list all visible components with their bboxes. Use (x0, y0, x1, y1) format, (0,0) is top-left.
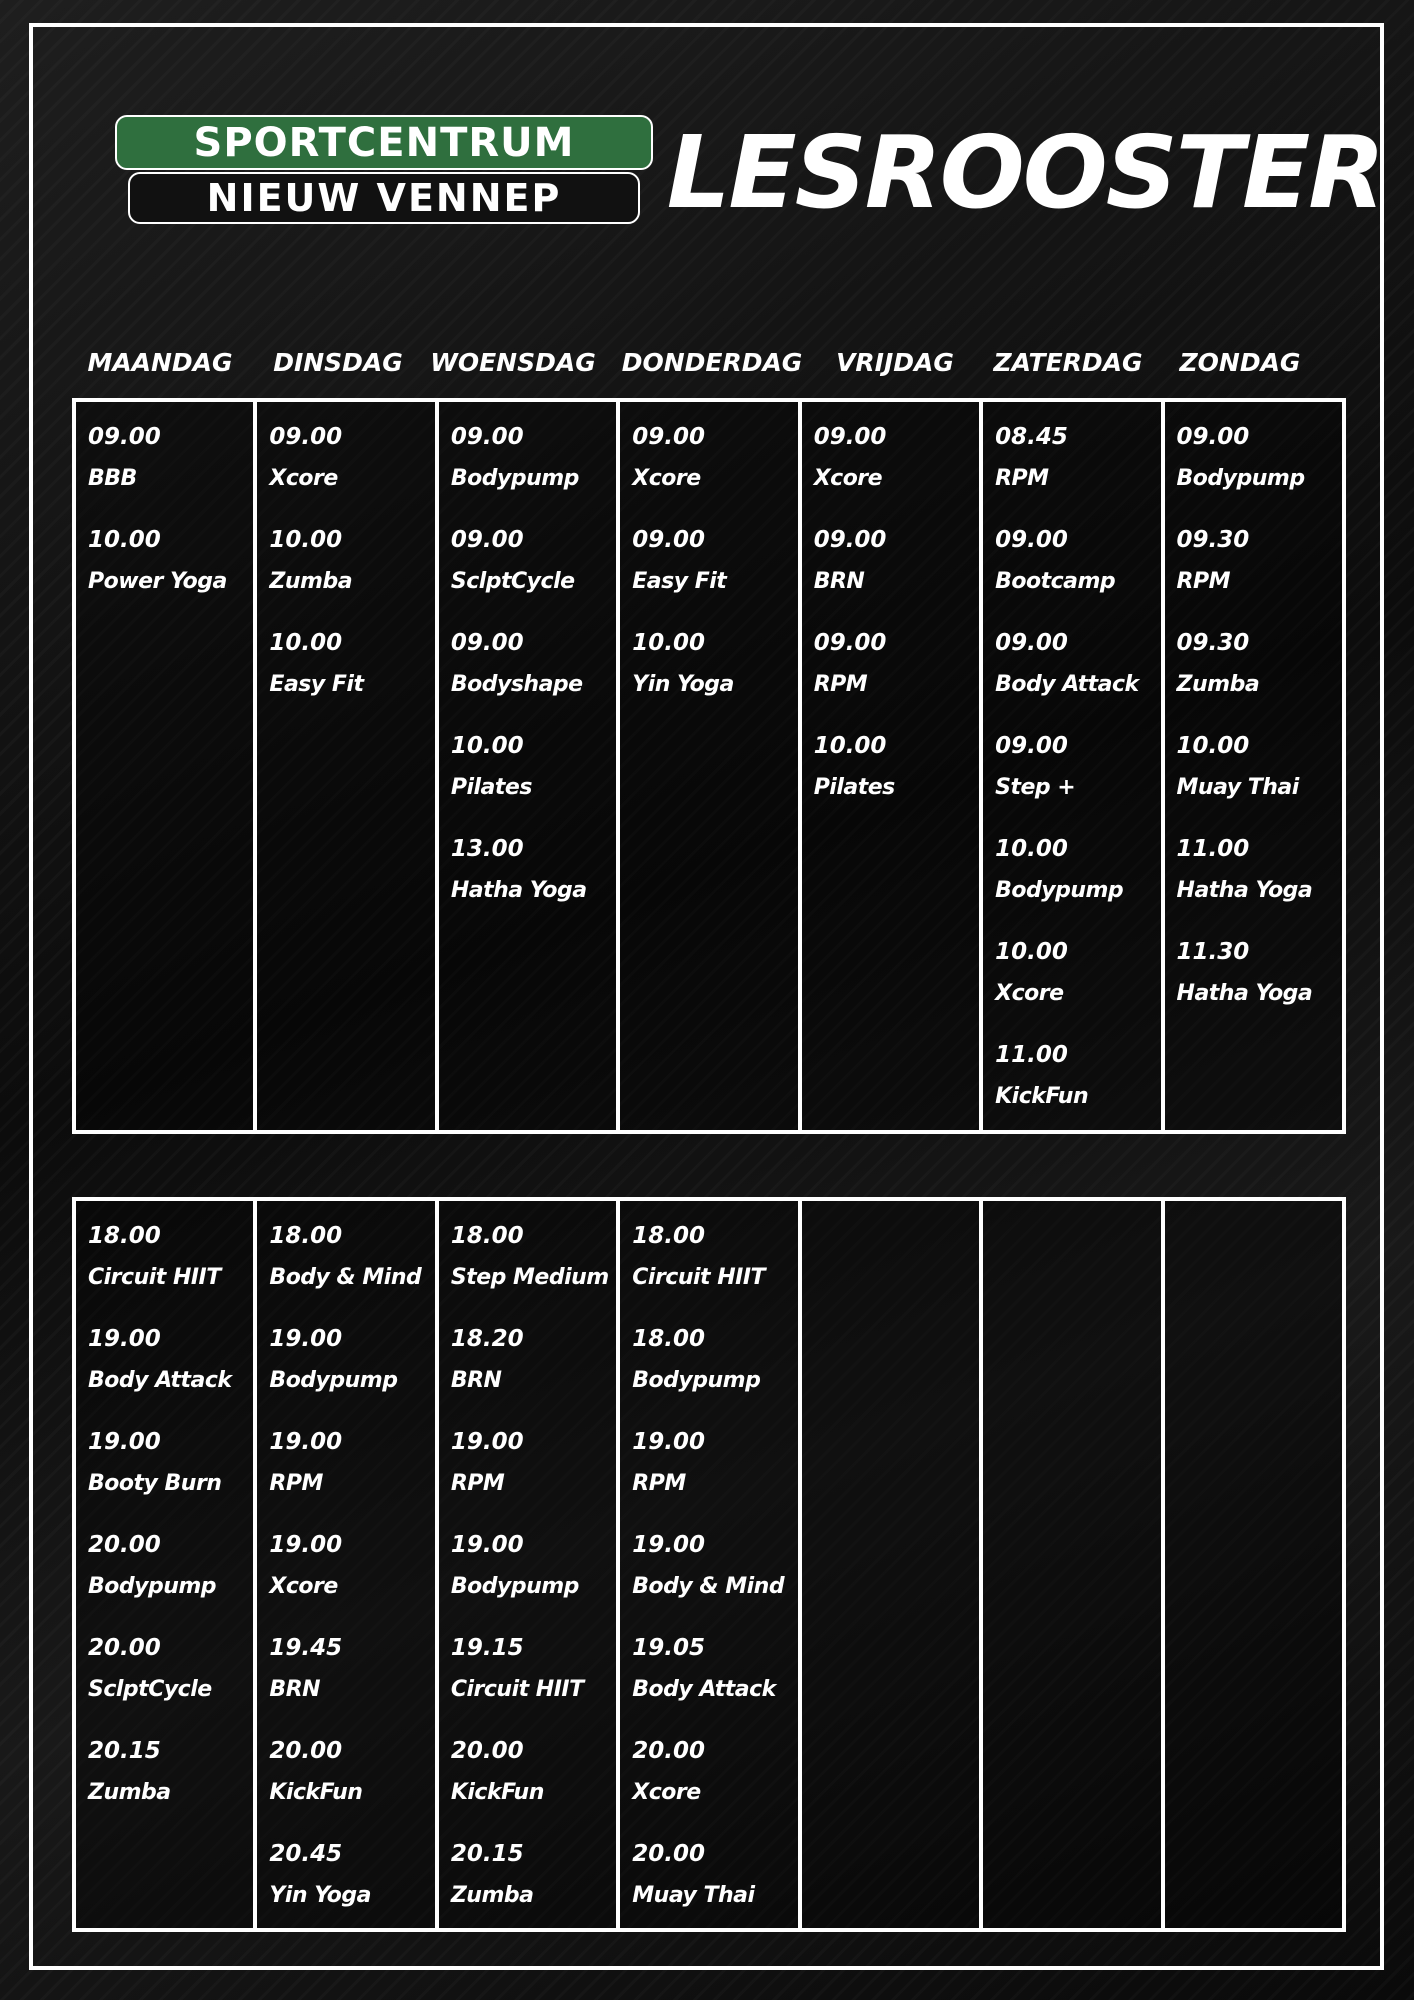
class-time: 19.00 (632, 1429, 706, 1455)
day-header-friday: VRIJDAG (836, 347, 954, 377)
class-time: 18.00 (632, 1326, 706, 1352)
evening-column-wednesday (439, 1201, 620, 1928)
class-time: 20.45 (269, 1841, 343, 1867)
class-name: Bodypump (88, 1574, 217, 1599)
class-time: 09.00 (813, 527, 887, 553)
class-name: Muay Thai (1176, 775, 1299, 800)
class-entry (632, 1833, 797, 1936)
class-name: Pilates (813, 775, 895, 800)
class-entry (269, 1833, 434, 1936)
class-time: 11.30 (1176, 939, 1250, 965)
class-time: 10.00 (269, 630, 343, 656)
class-name: Step Medium (450, 1265, 609, 1290)
class-time: 19.00 (450, 1532, 524, 1558)
class-name: RPM (450, 1471, 505, 1496)
class-time: 09.00 (995, 733, 1068, 759)
class-time: 19.15 (450, 1635, 524, 1661)
class-time: 13.00 (450, 836, 524, 862)
class-time: 09.00 (813, 424, 887, 450)
class-entry (632, 1215, 797, 1318)
class-time: 18.00 (632, 1223, 706, 1249)
class-name: Zumba (269, 569, 353, 594)
class-entry (632, 1627, 797, 1730)
class-entry (88, 519, 253, 622)
class-entry (451, 725, 616, 828)
class-name: Body & Mind (269, 1265, 422, 1290)
class-name: Body Attack (632, 1677, 776, 1702)
class-time: 09.00 (813, 630, 887, 656)
class-name: BRN (813, 569, 865, 594)
class-name: KickFun (450, 1780, 544, 1805)
class-name: Circuit HIIT (88, 1265, 221, 1290)
morning-column-monday (76, 402, 257, 1130)
class-name: RPM (995, 466, 1049, 491)
class-name: Bodypump (995, 878, 1124, 903)
class-entry (451, 828, 616, 931)
class-time: 19.00 (269, 1326, 343, 1352)
class-entry (88, 1730, 253, 1833)
class-time: 19.00 (88, 1429, 161, 1455)
class-name: Xcore (632, 1780, 701, 1805)
class-entry (995, 519, 1160, 622)
class-entry (451, 1215, 616, 1318)
morning-column-friday (802, 402, 983, 1130)
morning-column-tuesday (257, 402, 438, 1130)
day-header-thursday: DONDERDAG (621, 347, 803, 377)
class-time: 20.00 (450, 1738, 524, 1764)
class-name: Body Attack (995, 672, 1139, 697)
class-time: 09.00 (269, 424, 343, 450)
evening-schedule-grid (72, 1197, 1346, 1932)
class-entry (1177, 828, 1342, 931)
class-time: 20.15 (88, 1738, 161, 1764)
day-header-wednesday: WOENSDAG (430, 347, 596, 377)
class-time: 18.00 (269, 1223, 343, 1249)
class-name: KickFun (269, 1780, 363, 1805)
class-entry (269, 416, 434, 519)
class-name: Bodypump (632, 1368, 761, 1393)
class-time: 09.30 (1176, 527, 1250, 553)
class-entry (451, 519, 616, 622)
class-entry (88, 416, 253, 519)
evening-column-sunday (1165, 1201, 1342, 1928)
class-time: 08.45 (995, 424, 1068, 450)
day-header-saturday: ZATERDAG (993, 347, 1143, 377)
class-name: Xcore (995, 981, 1064, 1006)
class-name: Yin Yoga (269, 1883, 372, 1908)
class-time: 09.00 (88, 424, 161, 450)
class-time: 09.00 (450, 527, 524, 553)
class-name: KickFun (995, 1084, 1089, 1109)
class-name: Body Attack (88, 1368, 232, 1393)
class-time: 10.00 (88, 527, 161, 553)
class-entry (269, 622, 434, 725)
class-time: 19.45 (269, 1635, 343, 1661)
class-time: 10.00 (450, 733, 524, 759)
class-time: 09.00 (995, 527, 1068, 553)
class-name: Bootcamp (995, 569, 1116, 594)
class-name: Bodypump (450, 466, 579, 491)
class-time: 10.00 (1176, 733, 1250, 759)
logo-line-2: NIEUW VENNEP (128, 172, 640, 224)
class-time: 09.30 (1176, 630, 1250, 656)
class-entry (995, 416, 1160, 519)
class-entry (632, 1318, 797, 1421)
class-entry (632, 1421, 797, 1524)
evening-column-tuesday (257, 1201, 438, 1928)
class-time: 09.00 (1176, 424, 1250, 450)
class-time: 20.00 (88, 1532, 161, 1558)
class-entry (269, 1524, 434, 1627)
class-time: 09.00 (450, 630, 524, 656)
class-entry (814, 416, 979, 519)
morning-column-thursday (620, 402, 801, 1130)
class-name: RPM (632, 1471, 686, 1496)
day-header-tuesday: DINSDAG (273, 347, 403, 377)
class-name: Bodyshape (450, 672, 583, 697)
class-name: SclptCycle (88, 1677, 212, 1702)
class-entry (814, 622, 979, 725)
class-name: Power Yoga (88, 569, 227, 594)
class-entry (269, 1318, 434, 1421)
class-name: Zumba (450, 1883, 534, 1908)
class-entry (88, 1627, 253, 1730)
class-time: 11.00 (1176, 836, 1250, 862)
evening-column-thursday (620, 1201, 801, 1928)
class-name: Bodypump (269, 1368, 398, 1393)
class-entry (269, 1627, 434, 1730)
class-time: 10.00 (995, 836, 1068, 862)
class-entry (632, 622, 797, 725)
class-entry (632, 1524, 797, 1627)
class-entry (1177, 931, 1342, 1034)
class-name: Bodypump (450, 1574, 579, 1599)
class-name: Step + (995, 775, 1076, 800)
class-entry (451, 1421, 616, 1524)
class-time: 20.00 (632, 1841, 706, 1867)
class-name: Zumba (88, 1780, 171, 1805)
class-entry (632, 416, 797, 519)
evening-column-saturday (983, 1201, 1164, 1928)
class-name: Zumba (1176, 672, 1260, 697)
class-entry (451, 1730, 616, 1833)
class-time: 10.00 (632, 630, 706, 656)
class-entry (88, 1215, 253, 1318)
logo (115, 115, 655, 227)
class-time: 11.00 (995, 1042, 1068, 1068)
class-time: 09.00 (450, 424, 524, 450)
class-entry (269, 1215, 434, 1318)
evening-column-monday (76, 1201, 257, 1928)
class-time: 19.00 (632, 1532, 706, 1558)
class-entry (1177, 519, 1342, 622)
class-entry (451, 1524, 616, 1627)
class-time: 19.00 (88, 1326, 161, 1352)
class-entry (88, 1524, 253, 1627)
class-entry (451, 1627, 616, 1730)
class-time: 10.00 (269, 527, 343, 553)
class-entry (451, 1833, 616, 1936)
class-time: 09.00 (632, 527, 706, 553)
class-entry (269, 1730, 434, 1833)
class-entry (451, 1318, 616, 1421)
class-time: 19.05 (632, 1635, 706, 1661)
day-header-sunday: ZONDAG (1179, 347, 1301, 377)
class-name: RPM (813, 672, 868, 697)
day-header-monday: MAANDAG (87, 347, 233, 377)
class-entry (88, 1421, 253, 1524)
morning-column-wednesday (439, 402, 620, 1130)
class-name: Xcore (269, 1574, 338, 1599)
class-entry (814, 519, 979, 622)
class-entry (451, 416, 616, 519)
evening-column-friday (802, 1201, 983, 1928)
class-time: 10.00 (995, 939, 1068, 965)
class-name: Hatha Yoga (450, 878, 587, 903)
class-entry (814, 725, 979, 828)
class-time: 19.00 (450, 1429, 524, 1455)
class-entry (995, 931, 1160, 1034)
class-name: BBB (88, 466, 137, 491)
class-name: RPM (1176, 569, 1230, 594)
class-name: Bodypump (1176, 466, 1305, 491)
class-time: 20.00 (632, 1738, 706, 1764)
class-time: 20.15 (450, 1841, 524, 1867)
class-entry (632, 1730, 797, 1833)
page-title: LESROOSTER (666, 113, 1384, 231)
class-name: Xcore (813, 466, 883, 491)
class-name: SclptCycle (450, 569, 575, 594)
class-name: Xcore (632, 466, 701, 491)
class-time: 20.00 (269, 1738, 343, 1764)
class-time: 18.00 (88, 1223, 161, 1249)
class-entry (995, 828, 1160, 931)
class-name: Hatha Yoga (1176, 981, 1313, 1006)
class-name: RPM (269, 1471, 323, 1496)
class-entry (995, 622, 1160, 725)
class-entry (269, 519, 434, 622)
class-time: 19.00 (269, 1532, 343, 1558)
class-entry (88, 1318, 253, 1421)
class-entry (1177, 725, 1342, 828)
class-name: Yin Yoga (632, 672, 734, 697)
class-name: Body & Mind (632, 1574, 785, 1599)
class-time: 09.00 (995, 630, 1068, 656)
class-entry (632, 519, 797, 622)
class-name: Xcore (269, 466, 338, 491)
class-entry (995, 1034, 1160, 1137)
morning-column-sunday (1165, 402, 1342, 1130)
class-time: 18.00 (450, 1223, 524, 1249)
class-entry (1177, 416, 1342, 519)
class-name: Easy Fit (269, 672, 364, 697)
class-entry (1177, 622, 1342, 725)
class-name: Pilates (450, 775, 532, 800)
class-name: BRN (269, 1677, 321, 1702)
class-name: BRN (450, 1368, 502, 1393)
class-entry (451, 622, 616, 725)
logo-line-1: SPORTCENTRUM (115, 115, 653, 170)
class-time: 19.00 (269, 1429, 343, 1455)
class-name: Booty Burn (88, 1471, 222, 1496)
class-time: 18.20 (450, 1326, 524, 1352)
class-time: 20.00 (88, 1635, 161, 1661)
class-time: 10.00 (813, 733, 887, 759)
class-time: 09.00 (632, 424, 706, 450)
morning-column-saturday (983, 402, 1164, 1130)
class-name: Muay Thai (632, 1883, 755, 1908)
class-name: Hatha Yoga (1176, 878, 1313, 903)
morning-schedule-grid (72, 398, 1346, 1134)
class-entry (269, 1421, 434, 1524)
class-entry (995, 725, 1160, 828)
class-name: Circuit HIIT (450, 1677, 584, 1702)
class-name: Circuit HIIT (632, 1265, 766, 1290)
class-name: Easy Fit (632, 569, 727, 594)
